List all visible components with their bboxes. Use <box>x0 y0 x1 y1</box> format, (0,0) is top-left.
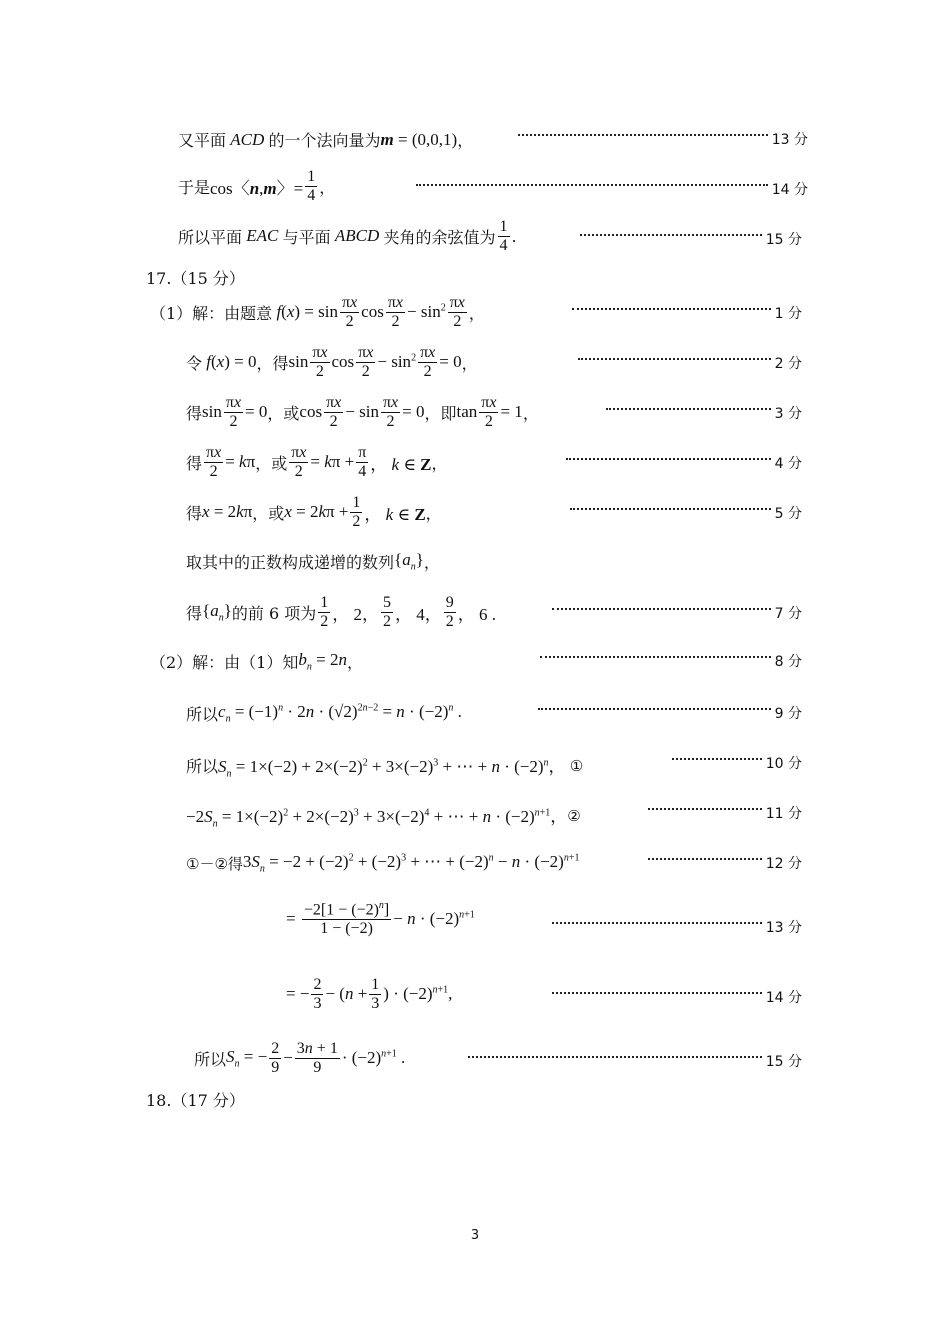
fraction: $\frac{\pi x}{2}$ <box>358 344 374 380</box>
math: f(x) = 0 <box>206 352 257 372</box>
text: ，或 <box>252 503 285 523</box>
score-leader <box>518 130 808 148</box>
math: $S_n = 1\times(-2) + 2\times(-2)^2 + 3\times(-2)^3$ + ⋯ + $n \cdot (-2)^n$， <box>218 757 570 780</box>
circled-two: ② <box>567 806 581 825</box>
math: $\{a_n\}$ <box>394 550 424 573</box>
line-10 <box>186 752 583 779</box>
fraction: $\frac{1}{2}$ <box>320 594 329 630</box>
math: x = 2kπ + <box>284 502 349 522</box>
score-leader <box>540 652 802 670</box>
fraction: $\frac{\pi x}{2}$ <box>225 394 242 430</box>
line-13b <box>286 900 475 938</box>
score-leader <box>648 854 802 872</box>
score-leader <box>552 988 802 1006</box>
math: x = 2kπ <box>202 502 253 522</box>
score-leader <box>552 918 802 936</box>
line-4: 得 $\frac{\pi x}{2}$ = kπ ，或 $\frac{\pi x}{2}$ = kπ + $\frac{\pi}{4}$ ， k ∈ Z ， <box>186 444 448 480</box>
math: tan <box>456 402 478 422</box>
score-leader <box>606 404 802 422</box>
text: ①－②得 <box>186 854 243 873</box>
text: 的一个法向量为 <box>268 131 381 150</box>
score: 13 分 <box>771 132 808 148</box>
line-11 <box>186 802 581 829</box>
text: 所以 <box>186 705 219 724</box>
math: f(x) = sin <box>276 302 338 322</box>
score: 1 分 <box>774 306 802 322</box>
text: 所以 <box>194 1049 227 1069</box>
fraction: $\frac{9}{2}$ <box>445 594 454 630</box>
score: 11 分 <box>765 806 802 822</box>
score: 12 分 <box>765 856 802 872</box>
score-leader <box>672 754 802 772</box>
math: EAC <box>246 226 279 246</box>
score-leader <box>572 304 802 322</box>
fraction: $\frac{5}{2}$ <box>382 594 391 630</box>
fraction: $\frac{\pi x}{2}$ <box>382 394 399 430</box>
score: 10 分 <box>765 756 802 772</box>
math: $b_n = 2n$ <box>298 650 347 673</box>
score-leader <box>570 504 802 522</box>
text: ，或 <box>267 403 300 423</box>
text: （1）解：由题意 <box>150 303 273 323</box>
score: 8 分 <box>774 654 802 670</box>
math: − $\sin^2$ <box>377 352 417 372</box>
text: ，即 <box>424 403 457 423</box>
text: 夹角的余弦值为 <box>383 227 496 247</box>
text: 所以 <box>186 757 219 777</box>
math: ， k ∈ Z <box>370 454 432 474</box>
line-3: 得 sin $\frac{\pi x}{2}$ = 0 ，或 cos $\frac{\pi x}{2}$ − sin $\frac{\pi x}{2}$ = 0 ，即 tan $\frac{\pi x}{2}$ = 1 ， <box>186 394 539 430</box>
text: 得 <box>186 403 203 423</box>
score-leader <box>552 604 802 622</box>
question-heading: 18.（17 分） <box>146 1091 245 1110</box>
math: $S_n$ = − <box>226 1046 268 1070</box>
score-leader <box>416 180 808 198</box>
text: 取其中的正数构成递增的数列 <box>186 553 395 572</box>
text: （2）解：由（1）知 <box>150 653 299 672</box>
line-2: 令 f(x) = 0 ，得 sin $\frac{\pi x}{2}$ cos $\frac{\pi x}{2}$ − $\sin^2$ $\frac{\pi x}{2}$ = 0 ， <box>186 344 478 380</box>
text: 的前 6 项为 <box>231 603 317 623</box>
line-14b <box>286 976 452 1012</box>
circled-one: ① <box>569 756 584 775</box>
line-7 <box>186 594 496 630</box>
fraction: $\frac{1}{2}$ <box>352 494 361 530</box>
math: $\{a_n\}$ <box>202 600 232 624</box>
fraction: $\frac{\pi}{4}$ <box>358 444 367 480</box>
text: 得 <box>186 453 203 473</box>
math: − $n \cdot (-2)^{n+1}$ <box>393 908 475 928</box>
score: 13 分 <box>765 920 802 936</box>
math: − (n + <box>325 984 368 1004</box>
math: = 0 <box>439 352 462 372</box>
fraction: $\frac{\pi x}{2}$ <box>449 294 465 330</box>
score-leader <box>468 1052 802 1070</box>
fraction: $\frac{\pi x}{2}$ <box>481 394 497 430</box>
fraction: $\frac{1}{4}$ <box>307 168 316 204</box>
line-12 <box>186 852 579 874</box>
score: 4 分 <box>774 456 802 472</box>
score: 15 分 <box>765 1054 802 1070</box>
line-9 <box>186 702 462 725</box>
fraction: $\frac{\pi x}{2}$ <box>326 394 342 430</box>
fraction: $\frac{\pi x}{2}$ <box>420 344 436 380</box>
math: sin <box>202 402 222 422</box>
math: cos〈n,m〉= <box>210 178 304 198</box>
fraction: $\frac{\pi x}{2}$ <box>312 344 328 380</box>
math: = <box>286 908 300 928</box>
math: cos <box>331 352 355 372</box>
fraction: $\frac{\pi x}{2}$ <box>206 444 222 480</box>
fraction: $\frac{2}{9}$ <box>271 1040 280 1076</box>
score: 15 分 <box>765 232 802 248</box>
math: ABCD <box>334 226 380 246</box>
text: 得 <box>186 503 203 523</box>
math: − sin <box>345 402 379 422</box>
score: 9 分 <box>774 706 802 722</box>
question-heading: 17.（15 分） <box>146 269 245 288</box>
score-leader <box>538 704 802 722</box>
math: ) · $(-2)^{n+1}$, <box>383 984 453 1004</box>
math: m = (0,0,1) <box>380 129 458 149</box>
text: ，或 <box>255 453 288 473</box>
math: $c_n = (-1)^n \cdot 2n \cdot (√2)^{2n-2} = n \cdot (-2)^n$ . <box>218 702 462 725</box>
math: cos <box>299 402 323 422</box>
math: ， 4， <box>394 604 442 624</box>
math: $3S_n = -2 + (-2)^2 + (-2)^3$ + ⋯ + $(-2)^n - n \cdot (-2)^{n+1}$ <box>242 852 580 875</box>
fraction: $\frac{1}{4}$ <box>499 218 508 254</box>
score-leader <box>580 230 802 248</box>
text: 与平面 <box>282 227 331 247</box>
score: 7 分 <box>774 606 802 622</box>
line-15b <box>194 1040 405 1076</box>
math: ， 2， <box>332 604 379 624</box>
fraction: $\frac{1}{3}$ <box>371 976 380 1012</box>
math: sin <box>288 352 309 372</box>
fraction: $\frac{2}{3}$ <box>313 976 322 1012</box>
text: 又平面 <box>178 131 227 150</box>
math: ， k ∈ Z <box>364 504 426 524</box>
line-1: （1）解：由题意 f(x) = sin $\frac{\pi x}{2}$ cos $\frac{\pi x}{2}$ − $\sin^2$ $\frac{\pi x}{2}$ ， <box>150 294 485 330</box>
math: − <box>283 1048 293 1068</box>
score-leader <box>648 804 802 822</box>
score-leader <box>578 354 802 372</box>
math: = − <box>286 984 310 1004</box>
math: = 0 <box>245 402 268 422</box>
math: = kπ + <box>310 452 355 472</box>
text: 得 <box>186 603 203 623</box>
math: − $\sin^2$ <box>407 302 446 322</box>
score: 5 分 <box>774 506 802 522</box>
fraction: $\frac{\pi x}{2}$ <box>387 294 404 330</box>
text: ，得 <box>256 353 289 373</box>
fraction: $\frac{3n + 1}{9}$ <box>296 1040 338 1076</box>
math: ， 6 . <box>457 604 496 624</box>
line-13: 又平面 ACD 的一个法向量为 m = (0,0,1) ， <box>178 129 474 150</box>
math: = 1 <box>500 402 523 422</box>
math: cos <box>361 302 384 322</box>
score-leader <box>566 454 802 472</box>
fraction: $\frac{\pi x}{2}$ <box>291 444 307 480</box>
line-15: 所以平面 EAC 与平面 ABCD 夹角的余弦值为 $\frac{1}{4}$ . <box>178 218 517 254</box>
score: 14 分 <box>765 990 802 1006</box>
fraction: $\frac{\pi x}{2}$ <box>341 294 358 330</box>
line-14: 于是 cos〈n,m〉= $\frac{1}{4}$ ， <box>178 168 336 204</box>
line-8: （2）解：由（1）知 $b_n = 2n$ ， <box>150 650 363 673</box>
score: 14 分 <box>771 182 808 198</box>
page-number: 3 <box>470 1228 480 1243</box>
line-6: 取其中的正数构成递增的数列 $\{a_n\}$ ， <box>186 550 440 573</box>
score: 3 分 <box>774 406 802 422</box>
text: 所以平面 <box>178 227 243 247</box>
text: 于是 <box>178 177 211 197</box>
line-5: 得 x = 2kπ ，或 x = 2kπ + $\frac{1}{2}$ ， k ∈ Z ， <box>186 494 442 530</box>
math: = 0 <box>402 402 425 422</box>
text: 令 <box>186 353 203 373</box>
fraction: $\frac{-2[1 - (-2)^n]}{1 - (-2)}$ <box>303 900 390 937</box>
math: · $(-2)^{n+1}$ . <box>341 1048 406 1068</box>
math: $-2S_n = 1\times(-2)^2 + 2\times(-2)^3 + 3\times(-2)^4$ + ⋯ + $n \cdot (-2)^{n+1}$， <box>186 807 568 830</box>
math: = kπ <box>225 452 256 472</box>
math: ACD <box>230 129 265 149</box>
score: 2 分 <box>774 356 802 372</box>
